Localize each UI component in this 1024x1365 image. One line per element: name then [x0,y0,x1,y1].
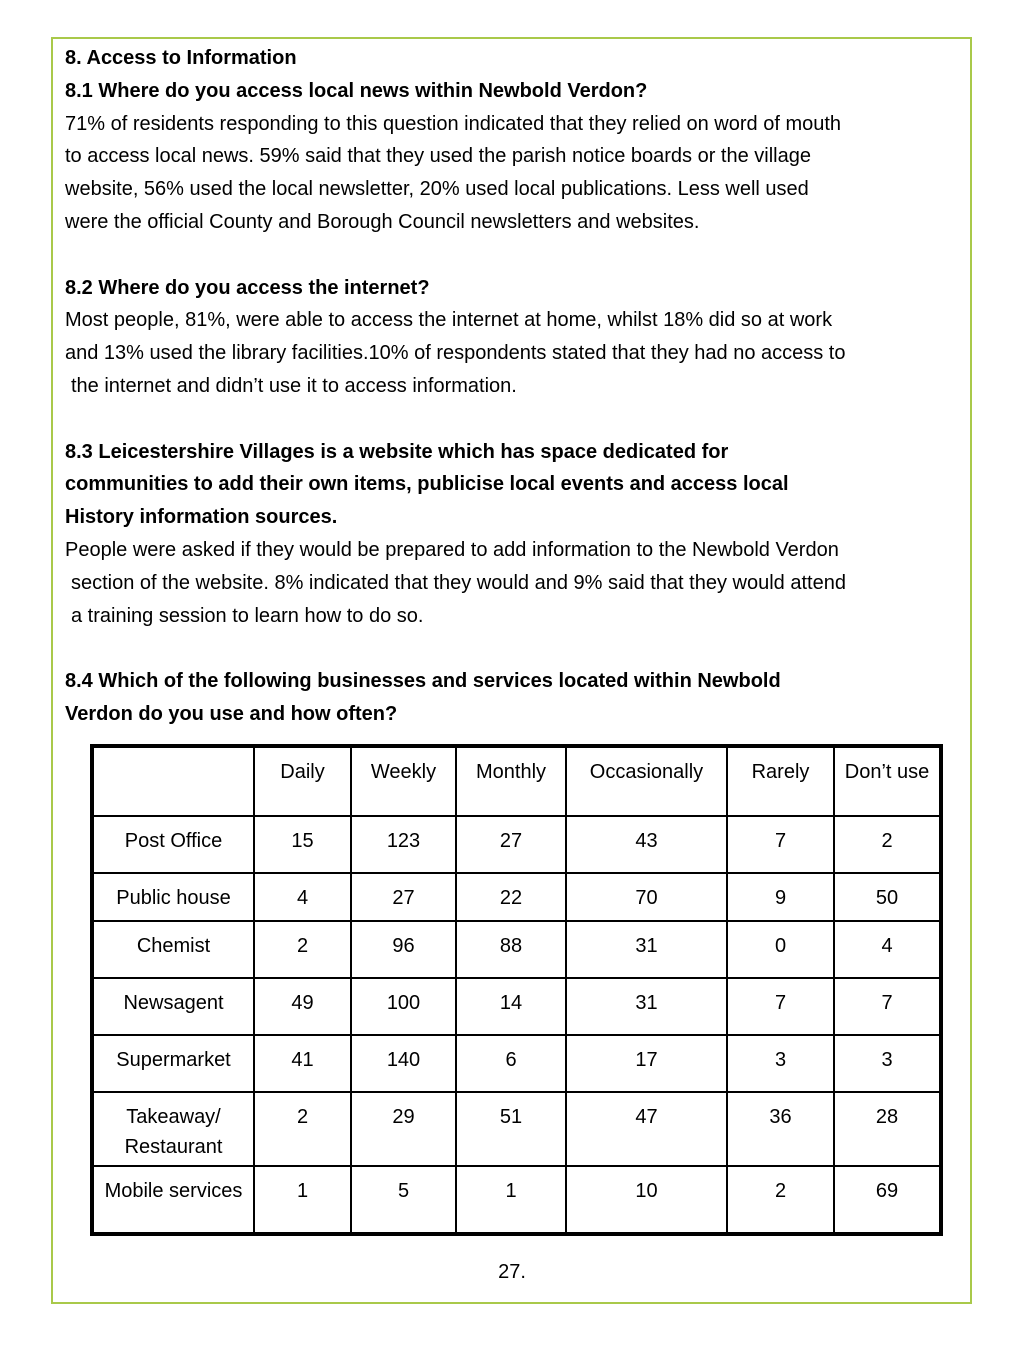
q81-line-3: website, 56% used the local newsletter, 20% used local publications. Less well used [65,178,809,201]
table-header-row [92,746,941,816]
table-cell: 41 [254,1035,351,1092]
q84-heading-line-2: Verdon do you use and how often? [65,702,398,725]
spacer [65,239,965,272]
spacer [65,632,965,665]
q82-line-3: the internet and didn’t use it to access information. [71,374,517,397]
table-cell: 1 [254,1166,351,1234]
q83-line-3: a training session to learn how to do so. [71,604,424,627]
row-label: Chemist [92,921,254,978]
table-cell: 50 [834,873,941,921]
spacer [65,403,965,436]
table-cell: 10 [566,1166,727,1234]
q81-line-2: to access local news. 59% said that they used the parish notice boards or the village [65,145,811,168]
table-row [92,921,941,978]
table-cell: 28 [834,1092,941,1166]
table-row [92,978,941,1035]
q82-line-1: Most people, 81%, were able to access the internet at home, whilst 18% did so at work [65,309,833,332]
table-cell: 29 [351,1092,456,1166]
table-cell: 2 [254,1092,351,1166]
table-row [92,1092,941,1166]
row-label: Public house [92,873,254,921]
table-cell: 2 [834,816,941,873]
section-title: 8. Access to Information [65,47,297,69]
table-cell: 4 [254,873,351,921]
document-body [65,42,965,731]
row-label: Mobile services [92,1166,254,1234]
table-cell: 14 [456,978,566,1035]
q84-heading-line-1: 8.4 Which of the following businesses and services located within Newbold [65,670,781,693]
row-label-line-1: Takeaway/ [126,1106,221,1128]
table-cell: 36 [727,1092,834,1166]
table-cell: 6 [456,1035,566,1092]
table-cell: 7 [834,978,941,1035]
table-cell: 3 [727,1035,834,1092]
table-cell: 31 [566,978,727,1035]
table-cell: 27 [351,873,456,921]
table-cell: 2 [727,1166,834,1234]
table-cell: 4 [834,921,941,978]
row-label-line-2: Restaurant [124,1136,223,1158]
table-row [92,1166,941,1234]
q83-line-1: People were asked if they would be prepared to add information to the Newbold Verdon [65,538,839,561]
table-row [92,1035,941,1092]
header-cell-weekly: Weekly [351,746,456,816]
table-cell: 7 [727,978,834,1035]
table-cell: 69 [834,1166,941,1234]
row-label: Supermarket [92,1035,254,1092]
table-cell: 0 [727,921,834,978]
q83-line-2: section of the website. 8% indicated that they would and 9% said that they would attend [71,571,846,594]
q82-line-2: and 13% used the library facilities.10% of respondents stated that they had no access to [65,342,846,365]
q83-heading-line-3: History information sources. [65,506,338,529]
table-cell: 2 [254,921,351,978]
row-label: Post Office [92,816,254,873]
header-cell-dont-use: Don’t use [834,746,941,816]
table-row [92,816,941,873]
q81-line-1: 71% of residents responding to this question indicated that they relied on word of mouth [65,112,842,135]
table-cell: 49 [254,978,351,1035]
row-label [92,1092,254,1166]
table-row [92,873,941,921]
table-cell: 9 [727,873,834,921]
header-cell-daily: Daily [254,746,351,816]
row-label: Newsagent [92,978,254,1035]
table-cell: 96 [351,921,456,978]
table-cell: 7 [727,816,834,873]
q81-line-4: were the official County and Borough Council newsletters and websites. [65,210,700,233]
page-number: 27. [498,1261,526,1283]
table-cell: 43 [566,816,727,873]
table-cell: 51 [456,1092,566,1166]
table-cell: 31 [566,921,727,978]
table-cell: 123 [351,816,456,873]
table-cell: 17 [566,1035,727,1092]
table-cell: 15 [254,816,351,873]
header-cell-blank [92,746,254,816]
q81-heading: 8.1 Where do you access local news within Newbold Verdon? [65,79,648,102]
table-cell: 100 [351,978,456,1035]
table-cell: 27 [456,816,566,873]
header-cell-rarely: Rarely [727,746,834,816]
q83-heading-line-2: communities to add their own items, publicise local events and access local [65,473,789,496]
table-cell: 1 [456,1166,566,1234]
header-cell-monthly: Monthly [456,746,566,816]
header-cell-occasionally: Occasionally [566,746,727,816]
table-cell: 70 [566,873,727,921]
q83-heading-line-1: 8.3 Leicestershire Villages is a website which has space dedicated for [65,440,729,463]
table-cell: 88 [456,921,566,978]
table-cell: 5 [351,1166,456,1234]
services-usage-table [90,744,943,1236]
q82-heading: 8.2 Where do you access the internet? [65,276,430,299]
table-cell: 140 [351,1035,456,1092]
table-cell: 3 [834,1035,941,1092]
table-cell: 22 [456,873,566,921]
table-cell: 47 [566,1092,727,1166]
